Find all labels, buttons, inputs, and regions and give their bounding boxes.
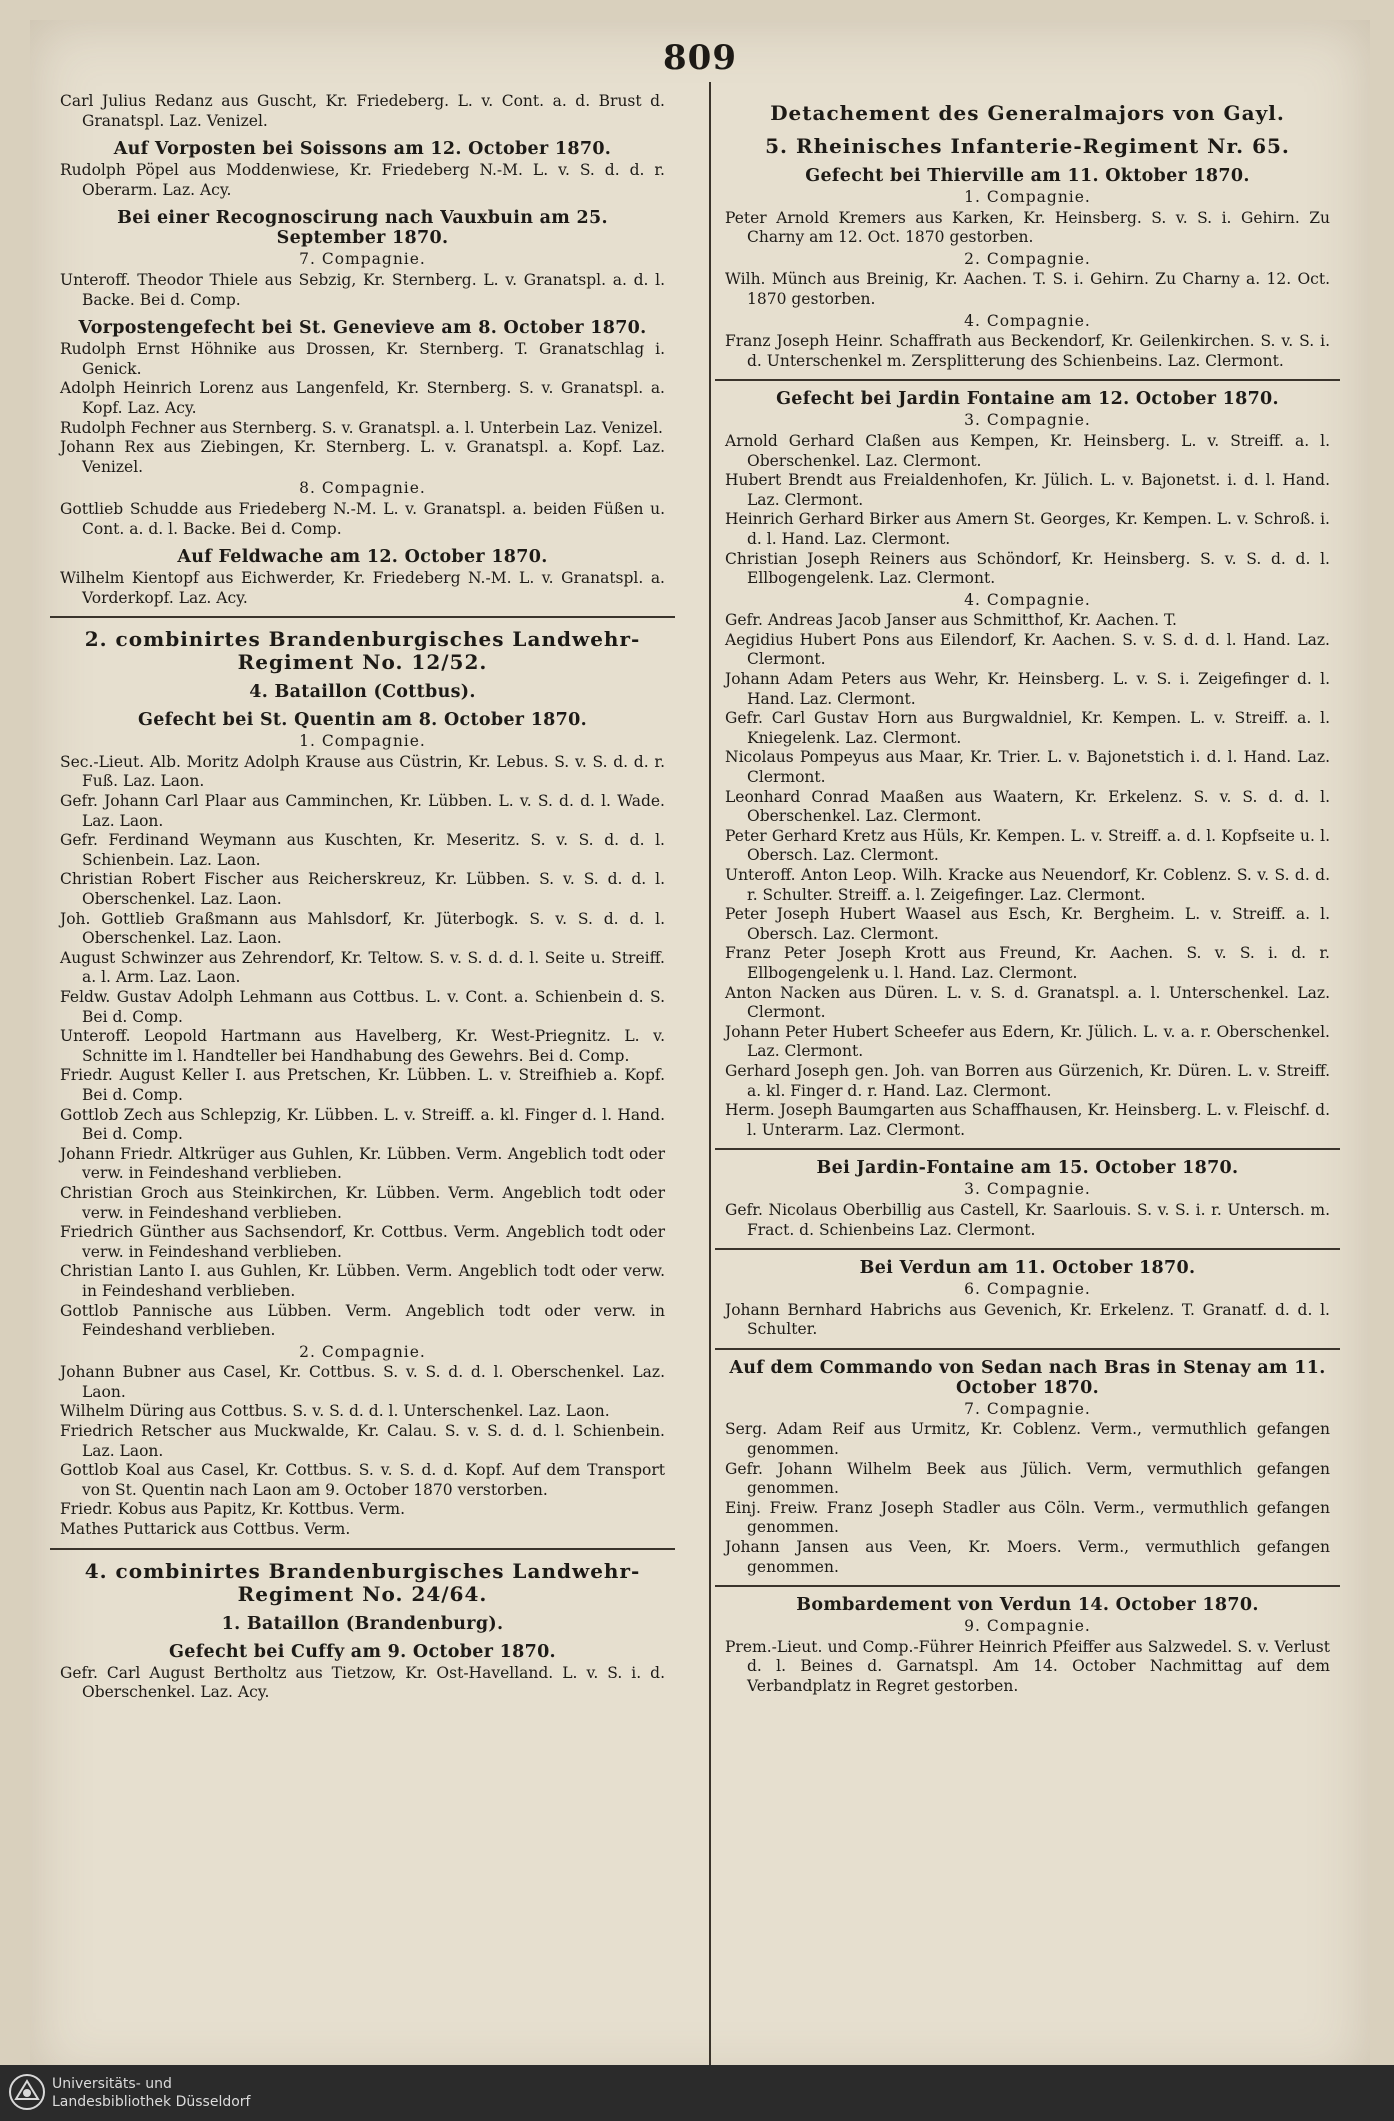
entry-paragraph: Anton Nacken aus Düren. L. v. S. d. Granatspl. a. l. Unterschenkel. Laz. Clermont. [725, 983, 1330, 1022]
section-rule [715, 1148, 1340, 1150]
entry-paragraph: Christian Groch aus Steinkirchen, Kr. Lübben. Verm. Angeblich todt oder verw. in Feindeshand verblieben. [60, 1183, 665, 1222]
section-heading: Bei Jardin-Fontaine am 15. October 1870. [816, 1158, 1239, 1179]
entry-paragraph: Aegidius Hubert Pons aus Eilendorf, Kr. Aachen. S. v. S. d. d. l. Hand. Laz. Clermont. [725, 630, 1330, 669]
section-rule [50, 1548, 675, 1550]
entry-paragraph: Friedr. August Keller I. aus Pretschen, Kr. Lübben. L. v. Streifhieb a. Kopf. Bei d. Comp. [60, 1066, 665, 1104]
entry-paragraph: Wilhelm Kientopf aus Eichwerder, Kr. Friedeberg N.-M. L. v. Granatspl. a. Vorderkopf. Laz. Acy. [60, 569, 665, 607]
entry-paragraph: Franz Joseph Heinr. Schaffrath aus Beckendorf, Kr. Geilenkirchen. S. v. S. i. d. Unterschenkel m. Zersplitterung des Schienbeins. Laz. Clermont. [725, 332, 1330, 370]
section-rule [715, 1348, 1340, 1350]
entry-paragraph: Carl Julius Redanz aus Guscht, Kr. Friedeberg. L. v. Cont. a. d. Brust d. Granatspl. Laz. Venizel. [60, 92, 665, 130]
company-heading: 7. Compagnie. [964, 1399, 1091, 1418]
right-column-text [725, 102, 1330, 1697]
section-heading: Gefecht bei Cuffy am 9. October 1870. [169, 1641, 556, 1662]
section-heading: Auf Vorposten bei Soissons am 12. October 1870. [113, 139, 612, 160]
footer-line-1: Universitäts- und [52, 2076, 172, 2092]
regiment-heading: 4. combinirtes Brandenburgisches Landwehr-Regiment No. 24/64. [84, 1558, 641, 1606]
entry-paragraph: Unteroff. Anton Leop. Wilh. Kracke aus Neuendorf, Kr. Coblenz. S. v. S. d. d. r. Schulter. Streiff. a. l. Zeigefinger. Laz. Clermont. [725, 866, 1330, 904]
entry-paragraph: Friedr. Kobus aus Papitz, Kr. Kottbus. Verm. [60, 1500, 406, 1519]
entry-paragraph: Johann Adam Peters aus Wehr, Kr. Heinsberg. L. v. S. i. Zeigefinger d. l. Hand. Laz. Clermont. [725, 670, 1330, 708]
section-heading: Auf Feldwache am 12. October 1870. [177, 547, 548, 568]
entry-paragraph: Gottlob Pannische aus Lübben. Verm. Angeblich todt oder verw. in Feindeshand verblieben. [60, 1301, 665, 1340]
entry-paragraph: Gottlob Zech aus Schlepzig, Kr. Lübben. L. v. Streiff. a. kl. Finger d. l. Hand. Bei d. Comp. [60, 1105, 665, 1144]
entry-paragraph: Johann Bubner aus Casel, Kr. Cottbus. S. v. S. d. d. l. Oberschenkel. Laz. Laon. [60, 1363, 665, 1401]
entry-paragraph: Herm. Joseph Baumgarten aus Schaffhausen, Kr. Heinsberg. L. v. Fleischf. d. l. Unterarm. Laz. Clermont. [725, 1101, 1330, 1139]
company-heading: 2. Compagnie. [964, 249, 1091, 268]
entry-paragraph: Christian Joseph Reiners aus Schöndorf, Kr. Heinsberg. S. v. S. d. d. l. Ellbogengelenk. Laz. Clermont. [725, 549, 1330, 588]
company-heading: 3. Compagnie. [964, 411, 1091, 430]
company-heading: 1. Compagnie. [299, 732, 426, 751]
entry-paragraph: Gefr. Nicolaus Oberbillig aus Castell, Kr. Saarlouis. S. v. S. i. r. Untersch. m. Fract. d. Schienbeins Laz. Clermont. [725, 1200, 1330, 1239]
section-rule [50, 616, 675, 618]
regiment-heading: 5. Rheinisches Infanterie-Regiment Nr. 65. [765, 134, 1290, 158]
entry-paragraph: Friedrich Günther aus Sachsendorf, Kr. Cottbus. Verm. Angeblich todt oder verw. in Feindeshand verblieben. [60, 1223, 665, 1261]
company-heading: 4. Compagnie. [964, 590, 1091, 609]
page-number: 809 [663, 38, 737, 78]
document-page [30, 20, 1370, 2085]
section-heading: Gefecht bei Jardin Fontaine am 12. October 1870. [776, 389, 1279, 410]
entry-paragraph: Johann Peter Hubert Scheefer aus Edern, Kr. Jülich. L. v. a. r. Oberschenkel. Laz. Clermont. [725, 1022, 1330, 1061]
footer-line-2: Landesbibliothek Düsseldorf [52, 2094, 251, 2110]
regiment-heading: Detachement des Generalmajors von Gayl. [770, 101, 1285, 125]
section-heading: Bei einer Recognoscirung nach Vauxbuin am 25. September 1870. [117, 208, 608, 249]
section-heading: Gefecht bei Thierville am 11. Oktober 1870. [805, 166, 1250, 186]
section-heading: Gefecht bei St. Quentin am 8. October 1870. [137, 710, 588, 731]
entry-paragraph: Rudolph Fechner aus Sternberg. S. v. Granatspl. a. l. Unterbein Laz. Venizel. [60, 418, 663, 437]
entry-paragraph: Wilhelm Düring aus Cottbus. S. v. S. d. d. l. Unterschenkel. Laz. Laon. [60, 1402, 610, 1421]
entry-paragraph: Joh. Gottlieb Graßmann aus Mahlsdorf, Kr. Jüterbogk. S. v. S. d. d. l. Oberschenkel. Laz. Laon. [60, 909, 665, 948]
company-heading: 8. Compagnie. [299, 479, 426, 498]
entry-paragraph: Gottlieb Schudde aus Friedeberg N.-M. L. v. Granatspl. a. beiden Füßen u. Cont. a. d. l. Backe. Bei d. Comp. [60, 499, 665, 538]
entry-paragraph: Christian Lanto I. aus Guhlen, Kr. Lübben. Verm. Angeblich todt oder verw. in Feindeshand verblieben. [60, 1262, 665, 1300]
entry-paragraph: Wilh. Münch aus Breinig, Kr. Aachen. T. S. i. Gehirn. Zu Charny a. 12. Oct. 1870 gestorben. [725, 270, 1330, 308]
library-footer [0, 2065, 1394, 2121]
entry-paragraph: Gefr. Ferdinand Weymann aus Kuschten, Kr. Meseritz. S. v. S. d. d. l. Schienbein. Laz. Laon. [60, 831, 665, 869]
entry-paragraph: Johann Bernhard Habrichs aus Gevenich, Kr. Erkelenz. T. Granatf. d. d. l. Schulter. [725, 1300, 1330, 1339]
library-logo-icon [8, 2073, 46, 2111]
section-rule [715, 1585, 1340, 1587]
company-heading: 1. Compagnie. [964, 188, 1091, 206]
entry-paragraph: Heinrich Gerhard Birker aus Amern St. Georges, Kr. Kempen. L. v. Schroß. i. d. l. Hand. Laz. Clermont. [725, 510, 1330, 548]
section-rule [715, 1248, 1340, 1250]
entry-paragraph: Adolph Heinrich Lorenz aus Langenfeld, Kr. Sternberg. S. v. Granatspl. a. Kopf. Laz. Acy. [60, 379, 665, 417]
right-column [725, 92, 1330, 1697]
section-heading: 4. Bataillon (Cottbus). [249, 682, 476, 703]
section-heading: 1. Bataillon (Brandenburg). [221, 1613, 504, 1634]
company-heading: 9. Compagnie. [964, 1617, 1091, 1636]
entry-paragraph: Peter Joseph Hubert Waasel aus Esch, Kr. Bergheim. L. v. Streiff. a. l. Obersch. Laz. Clermont. [725, 905, 1330, 943]
entry-paragraph: Leonhard Conrad Maaßen aus Waatern, Kr. Erkelenz. S. v. S. d. d. l. Oberschenkel. Laz. Clermont. [725, 787, 1330, 826]
entry-paragraph: Gefr. Johann Carl Plaar aus Camminchen, Kr. Lübben. L. v. S. d. d. l. Wade. Laz. Laon. [60, 792, 665, 830]
section-heading: Auf dem Commando von Sedan nach Bras in Stenay am 11. October 1870. [729, 1357, 1326, 1398]
entry-paragraph: Gefr. Johann Wilhelm Beek aus Jülich. Verm, vermuthlich gefangen genommen. [725, 1459, 1330, 1498]
entry-paragraph: Gefr. Andreas Jacob Janser aus Schmitthof, Kr. Aachen. T. [725, 611, 1177, 630]
entry-paragraph: Sec.-Lieut. Alb. Moritz Adolph Krause aus Cüstrin, Kr. Lebus. S. v. S. d. d. r. Fuß. Laz. Laon. [60, 752, 665, 791]
entry-paragraph: Johann Jansen aus Veen, Kr. Moers. Verm., vermuthlich gefangen genommen. [725, 1538, 1330, 1576]
company-heading: 3. Compagnie. [964, 1180, 1091, 1199]
company-heading: 2. Compagnie. [299, 1342, 426, 1361]
section-heading: Vorpostengefecht bei St. Genevieve am 8. October 1870. [78, 318, 647, 339]
entry-paragraph: Christian Robert Fischer aus Reicherskreuz, Kr. Lübben. S. v. S. d. d. l. Oberschenkel. Laz. Laon. [60, 870, 665, 909]
company-heading: 7. Compagnie. [299, 250, 426, 269]
entry-paragraph: Einj. Freiw. Franz Joseph Stadler aus Cöln. Verm., vermuthlich gefangen genommen. [725, 1498, 1330, 1537]
entry-paragraph: Gottlob Koal aus Casel, Kr. Cottbus. S. v. S. d. d. Kopf. Auf dem Transport von St. Quentin nach Laon am 9. October 1870 verstorben. [60, 1461, 665, 1499]
section-heading: Bombardement von Verdun 14. October 1870. [796, 1595, 1259, 1616]
left-column [60, 92, 665, 1703]
regiment-heading: 2. combinirtes Brandenburgisches Landwehr-Regiment No. 12/52. [84, 627, 641, 675]
entry-paragraph: Hubert Brendt aus Freialdenhofen, Kr. Jülich. L. v. Bajonetst. i. d. l. Hand. Laz. Clermont. [725, 471, 1330, 509]
entry-paragraph: Friedrich Retscher aus Muckwalde, Kr. Calau. S. v. S. d. d. l. Schienbein. Laz. Laon. [60, 1422, 665, 1460]
left-column-text [60, 92, 665, 1703]
company-heading: 6. Compagnie. [964, 1280, 1091, 1299]
column-divider [709, 82, 711, 2072]
entry-paragraph: August Schwinzer aus Zehrendorf, Kr. Teltow. S. v. S. d. d. l. Seite u. Streiff. a. l. Arm. Laz. Laon. [60, 948, 665, 987]
entry-paragraph: Arnold Gerhard Claßen aus Kempen, Kr. Heinsberg. L. v. Streiff. a. l. Oberschenkel. Laz. Clermont. [725, 431, 1330, 470]
entry-paragraph: Peter Arnold Kremers aus Karken, Kr. Heinsberg. S. v. S. i. Gehirn. Zu Charny am 12. Oct. 1870 gestorben. [725, 208, 1330, 247]
entry-paragraph: Johann Rex aus Ziebingen, Kr. Sternberg. L. v. Granatspl. a. Kopf. Laz. Venizel. [60, 438, 665, 476]
entry-paragraph: Unteroff. Theodor Thiele aus Sebzig, Kr. Sternberg. L. v. Granatspl. a. d. l. Backe. Bei d. Comp. [60, 270, 665, 309]
section-heading: Bei Verdun am 11. October 1870. [859, 1258, 1196, 1279]
entry-paragraph: Feldw. Gustav Adolph Lehmann aus Cottbus. L. v. Cont. a. Schienbein d. S. Bei d. Comp. [60, 988, 665, 1026]
entry-paragraph: Prem.-Lieut. und Comp.-Führer Heinrich Pfeiffer aus Salzwedel. S. v. Verlust d. l. Beines d. Garnatspl. Am 14. October Nachmittag auf dem Verbandplatz in Regret gestorben. [725, 1637, 1330, 1695]
entry-paragraph: Johann Friedr. Altkrüger aus Guhlen, Kr. Lübben. Verm. Angeblich todt oder verw. in Feindeshand verblieben. [60, 1144, 665, 1183]
entry-paragraph: Gerhard Joseph gen. Joh. van Borren aus Gürzenich, Kr. Düren. L. v. Streiff. a. kl. Finger d. r. Hand. Laz. Clermont. [725, 1061, 1330, 1100]
entry-paragraph: Franz Peter Joseph Krott aus Freund, Kr. Aachen. S. v. S. i. d. r. Ellbogengelenk u. l. Hand. Laz. Clermont. [725, 944, 1330, 982]
entry-paragraph: Peter Gerhard Kretz aus Hüls, Kr. Kempen. L. v. Streiff. a. d. l. Kopfseite u. l. Obersch. Laz. Clermont. [725, 826, 1330, 865]
entry-paragraph: Nicolaus Pompeyus aus Maar, Kr. Trier. L. v. Bajonetstich i. d. l. Hand. Laz. Clermont. [725, 748, 1330, 787]
entry-paragraph: Unteroff. Leopold Hartmann aus Havelberg, Kr. West-Priegnitz. L. v. Schnitte im l. Handteller bei Handhabung des Gewehrs. Bei d. Comp. [60, 1027, 665, 1065]
section-rule [715, 379, 1340, 381]
entry-paragraph: Gefr. Carl Gustav Horn aus Burgwaldniel, Kr. Kempen. L. v. Streiff. a. l. Kniegelenk. Laz. Clermont. [725, 709, 1330, 747]
entry-paragraph: Rudolph Ernst Höhnike aus Drossen, Kr. Sternberg. T. Granatschlag i. Genick. [60, 340, 665, 378]
entry-paragraph: Mathes Puttarick aus Cottbus. Verm. [60, 1520, 351, 1539]
entry-paragraph: Rudolph Pöpel aus Moddenwiese, Kr. Friedeberg N.-M. L. v. S. d. d. r. Oberarm. Laz. Acy. [60, 161, 665, 199]
entry-paragraph: Serg. Adam Reif aus Urmitz, Kr. Coblenz. Verm., vermuthlich gefangen genommen. [725, 1420, 1330, 1459]
company-heading: 4. Compagnie. [964, 311, 1091, 330]
entry-paragraph: Gefr. Carl August Bertholtz aus Tietzow, Kr. Ost-Havelland. L. v. S. i. d. Oberschenkel. Laz. Acy. [60, 1663, 665, 1702]
